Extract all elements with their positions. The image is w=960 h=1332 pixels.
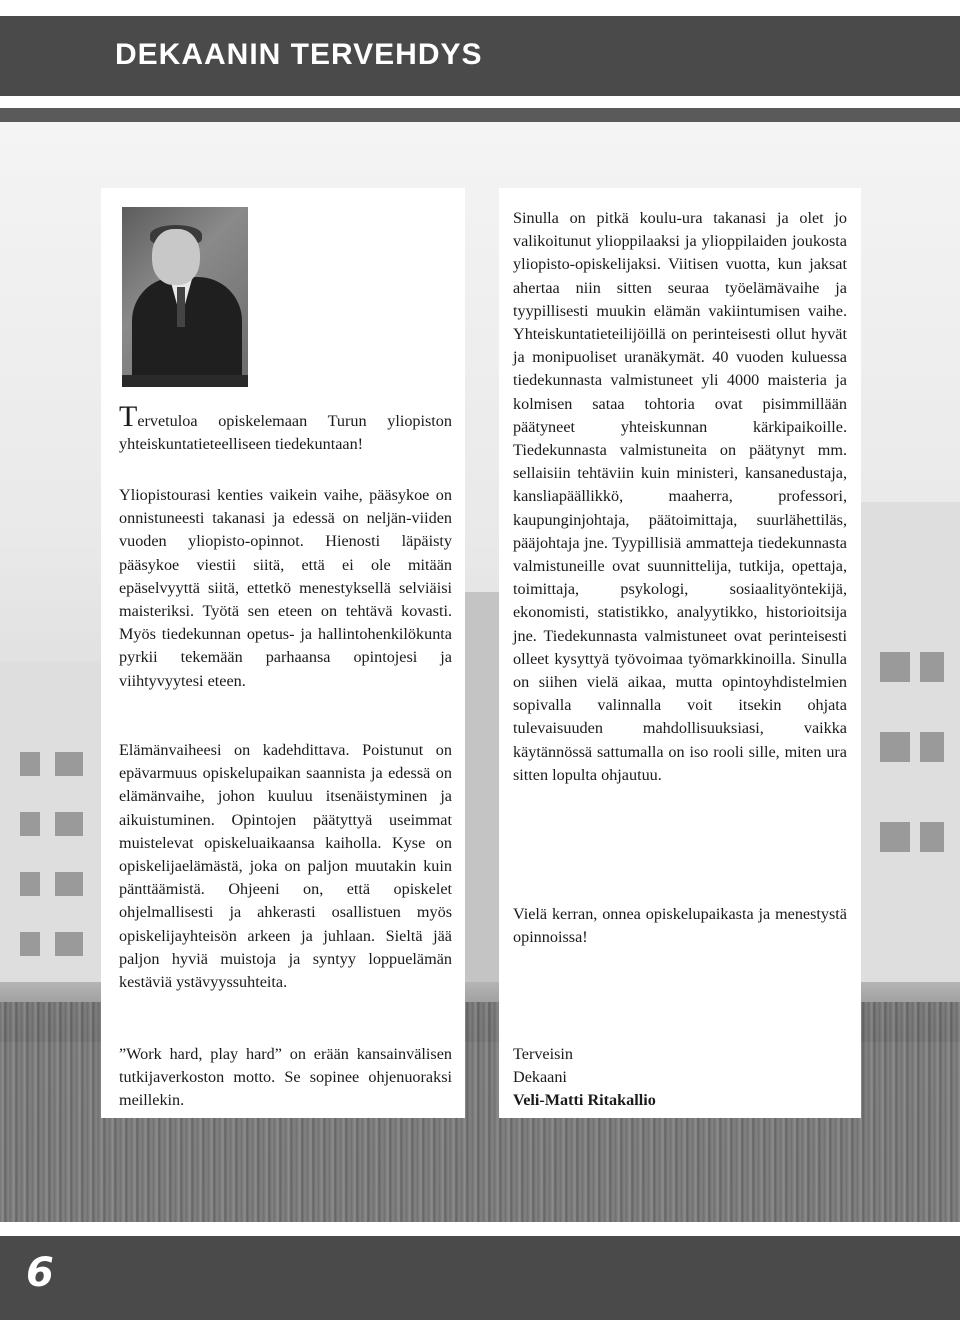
right-column-para2 xyxy=(513,903,847,949)
top-strip xyxy=(0,0,960,10)
intro-text: ervetuloa opiskelemaan Turun yliopiston yhteiskuntatieteelliseen tiedekuntaan! xyxy=(119,412,452,454)
drop-cap: T xyxy=(119,400,138,433)
footer-divider xyxy=(0,1222,960,1228)
building-window xyxy=(880,732,910,762)
left-column-intro xyxy=(119,400,452,456)
building-window xyxy=(880,652,910,682)
footer-band xyxy=(0,1236,960,1320)
building-window xyxy=(920,822,944,852)
header-divider xyxy=(0,108,960,122)
building-window xyxy=(920,732,944,762)
building-middle xyxy=(465,592,499,1022)
signature-role: Dekaani xyxy=(513,1068,567,1087)
building-left xyxy=(0,662,110,1022)
page-number: 6 xyxy=(26,1250,54,1296)
building-window xyxy=(55,752,83,776)
paragraph: Vielä kerran, onnea opiskelupaikasta ja menestystä opinnoissa! xyxy=(513,905,847,947)
building-window xyxy=(20,812,40,836)
paragraph: Sinulla on pitkä koulu-ura takanasi ja olet jo valikoitunut ylioppilaaksi ja ylioppilaiden joukosta yliopisto-opiskelijaksi. Viitisen vuotta, kun jaksat ahertaa niin sitten seuraa työelämävaihe ja tyypillisesti muukin elämän vakiintumisen vaihe. Yhteiskuntatieteilijöillä on perinteisesti ollut hyvät ja monipuoliset uranäkymät. 40 vuoden kuluessa tiedekunnasta valmistuneet yli 4000 maisteria ja kolmisen sataa tohtoria ovat pisimmillään päätyneet yhteiskunnan kärkipaikoille. Tiedekunnasta valmistuneita on päätynyt mm. sellaisiin tehtäviin kuin ministeri, kansanedustaja, kansliapäällikkö, maaherra, professori, kaupunginjohtaja, päätoimittaja, suurlähettiläs, pääjohtaja jne. Tyypillisiä ammatteja tiedekunnasta valmistuneille ovat suunnittelija, tutkija, opettaja, toimittaja, psykologi, sosiaalityöntekijä, ekonomisti, statistikko, analyytikko, historioitsija jne. Tiedekunnasta valmistuneet ovat perinteisesti olleet kysyttyä työvoimaa työmarkkinoilla. Sinulla on siihen vielä aikaa, mutta opintoyhdistelmien sopivalla valinnalla voit itsekin ohjata tulevaisuuden mahdollisuuksiasi, vaikka käytännössä sattumalla on iso rooli sille, miten ura sitten lopulta ohjautuu. xyxy=(513,209,847,784)
paragraph: ”Work hard, play hard” on erään kansainvälisen tutkijaverkoston motto. Se sopinee ohjenuoraksi meillekin. xyxy=(119,1045,452,1110)
left-column-para3 xyxy=(119,1043,452,1113)
building-window xyxy=(55,932,83,956)
left-column-para2 xyxy=(119,739,452,994)
page-title: DEKAANIN TERVEHDYS xyxy=(115,38,483,71)
right-column-para1 xyxy=(513,207,847,787)
signature-block xyxy=(513,1043,847,1113)
building-window xyxy=(920,652,944,682)
building-window xyxy=(55,812,83,836)
paragraph: Yliopistourasi kenties vaikein vaihe, pääsykoe on onnistuneesti takanasi ja edessä on neljän-viiden vuoden yliopisto-opinnot. Hienosti läpäisty pääsykoe viestii siitä, että ei ole mitään epäselvyyttä siitä, ettetkö menestyksellä selviäisi maisteriksi. Työtä sen eteen on tehtävä kovasti. Myös tiedekunnan opetus- ja hallintohenkilökunta pyrkii tekemään parhaansa opintojesi ja viihtyvyytesi eteen. xyxy=(119,486,452,690)
signature-greeting: Terveisin xyxy=(513,1045,573,1063)
building-window xyxy=(20,872,40,896)
left-column-para1 xyxy=(119,484,452,693)
dean-portrait xyxy=(122,207,248,387)
building-window xyxy=(55,872,83,896)
paragraph: Elämänvaiheesi on kadehdittava. Poistunut on epävarmuus opiskelupaikan saannista ja edessä on elämänvaihe, johon kuuluu itsenäistyminen ja aikuistuminen. Opintojen päätyttyä useimmat muistelevat opiskeluaikaansa kaiholla. Kyse on opiskelijaelämästä, joka on paljon muutakin kuin pänttäämistä. Ohjeeni on, että opiskelet ohjelmallisesti ja ahkerasti osallistuen myös opiskelijayhteisön arkeen ja juhlaan. Sieltä jää paljon hyviä muistoja ja syntyy loppuelämän kestäviä ystävyyssuhteita. xyxy=(119,741,452,992)
building-window xyxy=(880,822,910,852)
building-window xyxy=(20,752,40,776)
building-right xyxy=(861,502,960,1022)
building-window xyxy=(20,932,40,956)
signature-name: Veli-Matti Ritakallio xyxy=(513,1091,656,1110)
